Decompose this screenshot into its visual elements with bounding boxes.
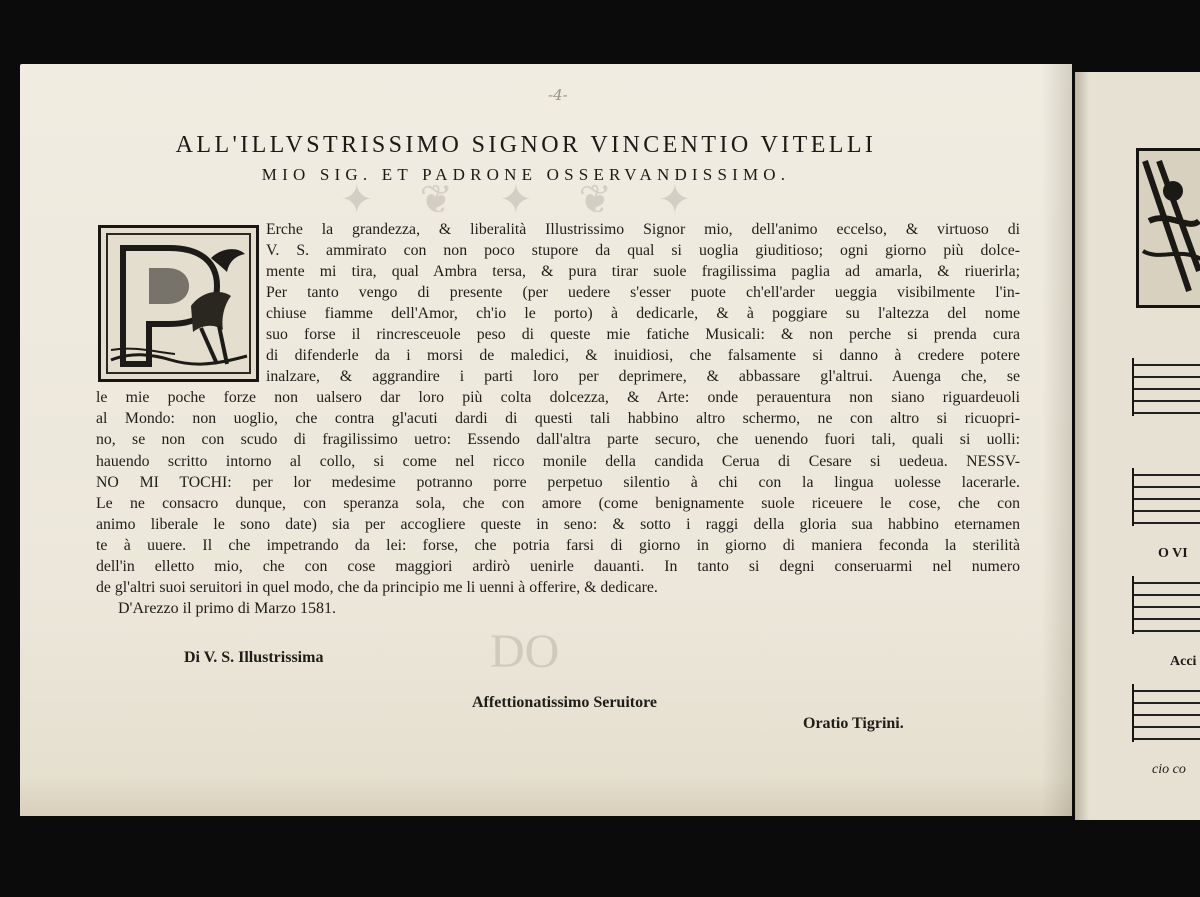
body-line: Erche la grandezza, & liberalità Illustrissimo Signor mio, dell'animo eccelso, & virtuoso di [266,221,1020,238]
salutation: Di V. S. Illustrissima [184,649,324,666]
body-line: hauendo scritto intorno al collo, si come nel ricco monile della candida Cerua di Cesare si uedeua. NESSV- [96,452,1020,470]
music-staff [1132,576,1200,634]
body-line: di difenderle da i morsi de maledici, & inuidiosi, che falsamente si danno à credere potere [266,347,1020,365]
body-line: al Mondo: non uoglio, che contra gl'acuti dardi di questi tali habbino altro schermo, ne con altro si ricuopri- [96,410,1020,428]
lyric-fragment: Acci [1170,654,1197,669]
dedication-body [96,219,1020,598]
lyric-fragment: cio co [1152,762,1186,777]
dateline: D'Arezzo il primo di Marzo 1581. [118,600,336,617]
bleed-through-ornament: ✦ ❦ ✦ ❦ ✦ [340,177,710,222]
bleed-through-text: DO [490,625,560,678]
body-line: Per tanto vengo di presente (per uedere s'esser puote ch'ell'arder ueggia visibilmente l'in- [266,284,1020,302]
author-signature: Oratio Tigrini. [803,715,904,732]
body-line: suo forse il rincresceuole peso di queste mie fatiche Musicali: & non perche si prenda cura [266,326,1020,344]
music-staff [1132,468,1200,526]
woodcut-image-icon [1139,151,1200,305]
dedication-title: ALL'ILLVSTRISSIMO SIGNOR VINCENTIO VITELLI [175,132,877,158]
signature-mark: -4- [548,86,568,104]
paper-stain [20,776,1072,816]
body-line: V. S. ammirato con non poco stupore da qual si uoglia giuditioso; ogni giorno più dolce- [266,242,1020,260]
body-line: de gl'altri suoi seruitori in quel modo, che da principio me li uenni à offerire, & dedicare. [96,578,658,596]
page-fold [1075,72,1089,820]
dedication-subtitle: MIO SIG. ET PADRONE OSSERVANDISSIMO. [261,165,791,184]
body-line: NO MI TOCHI: per lor medesime potranno porre perpetuo silentio à chi con la lingua uolesse lacerarle. [96,473,1020,491]
music-staff [1132,684,1200,742]
body-line: inalzare, & aggrandire i parti loro per deprimere, & abbassare gl'altrui. Auenga che, se [266,368,1020,386]
body-line: dell'in elletto mio, che con cose maggiori ardirò uenirle dauanti. In tanto si degni conseruarmi nel numero [96,557,1020,575]
body-line: animo liberale le sono date) sia per accogliere queste in seno: & sotto i raggi della gloria sua habbino eternamen [96,515,1020,533]
music-staff [1132,358,1200,416]
body-line: mente mi tira, qual Ambra tersa, & pura tirar suole fragilissima paglia ad amarla, & riuerirla; [266,263,1020,281]
lyric-fragment: O VI [1158,546,1188,561]
body-line: no, se non con scudo di fragilissimo uetro: Essendo dall'altra parte securo, che uenendo fuori tali, quali si uolli: [96,431,1020,449]
body-line: le mie poche forze non ualsero dar loro più colta dolcezza, & Arte: onde perauentura non siano riguardeuoli [96,389,1020,407]
body-line: Le ne consacro dunque, con speranza sola, che con amore (come benignamente suole riceuere le cose, che con [96,494,1020,512]
initial-space [96,219,266,385]
servant-line: Affettionatissimo Seruitore [472,694,657,711]
body-line: te à uuere. Il che impetrando da lei: forse, che potria farsi di giorno in giorno di maniera feconda la sterilità [96,536,1020,554]
body-line: chiuse fiamme dell'Amor, ch'io le porto) à dedicarle, & à poggiare su l'altezza del nome [266,305,1020,323]
facing-woodcut [1136,148,1200,308]
